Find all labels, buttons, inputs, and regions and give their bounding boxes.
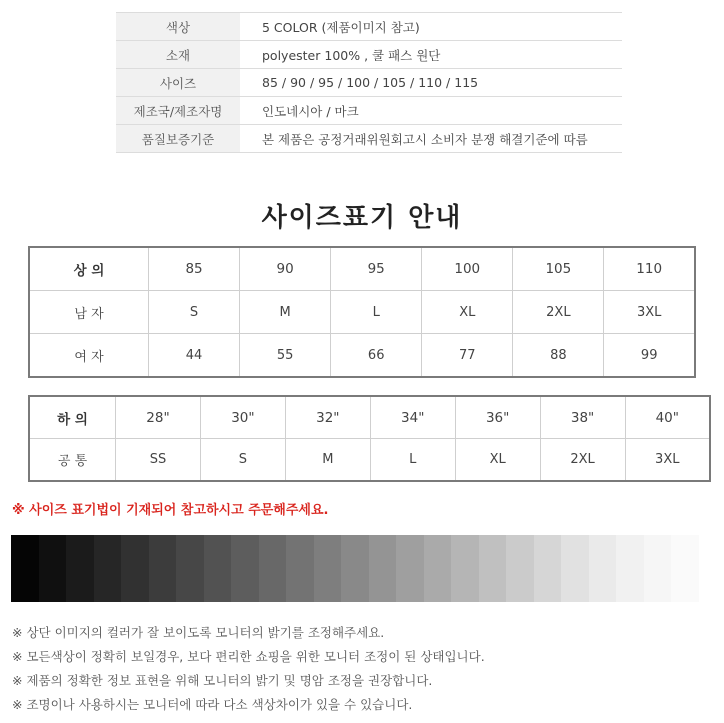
table-cell: 32" <box>285 396 370 439</box>
gradient-swatch <box>506 535 534 602</box>
table-cell: M <box>240 291 331 334</box>
info-label: 색상 <box>116 13 240 41</box>
info-label: 소재 <box>116 41 240 69</box>
gradient-swatch <box>231 535 259 602</box>
info-label: 제조국/제조자명 <box>116 97 240 125</box>
table-cell: 90 <box>240 247 331 291</box>
note-line: ※ 조명이나 사용하시는 모니터에 따라 다소 색상차이가 있을 수 있습니다. <box>12 697 413 712</box>
product-info-table <box>116 12 622 153</box>
table-row <box>29 396 710 439</box>
table-cell: XL <box>455 439 540 482</box>
table-cell: 여 자 <box>29 334 149 378</box>
table-cell: SS <box>116 439 201 482</box>
gradient-swatch <box>11 535 39 602</box>
table-cell: 85 <box>149 247 240 291</box>
table-row <box>29 334 695 378</box>
gradient-swatch <box>149 535 177 602</box>
info-row-manufacturer <box>116 97 622 125</box>
table-cell: 95 <box>331 247 422 291</box>
table-cell: M <box>285 439 370 482</box>
info-value: 5 COLOR (제품이미지 참고) <box>240 13 622 41</box>
table-cell: 하 의 <box>29 396 116 439</box>
table-cell: S <box>149 291 240 334</box>
info-row-color <box>116 13 622 41</box>
info-label: 품질보증기준 <box>116 125 240 153</box>
table-cell: XL <box>422 291 513 334</box>
gradient-swatch <box>66 535 94 602</box>
monitor-notes <box>12 621 712 717</box>
table-cell: L <box>370 439 455 482</box>
gradient-swatch <box>644 535 672 602</box>
table-cell: 55 <box>240 334 331 378</box>
table-row <box>29 247 695 291</box>
note-line: ※ 상단 이미지의 컬러가 잘 보이도록 모니터의 밝기를 조정해주세요. <box>12 625 385 640</box>
info-value: 85 / 90 / 95 / 100 / 105 / 110 / 115 <box>240 69 622 97</box>
table-cell: 28" <box>116 396 201 439</box>
table-cell: 36" <box>455 396 540 439</box>
table-cell: L <box>331 291 422 334</box>
gradient-swatch <box>589 535 617 602</box>
gradient-swatch <box>176 535 204 602</box>
table-cell: 110 <box>604 247 695 291</box>
note-line: ※ 모든색상이 정확히 보일경우, 보다 편리한 쇼핑을 위한 모니터 조정이 된 상태입니다. <box>12 649 485 664</box>
table-cell: 34" <box>370 396 455 439</box>
table-cell: 3XL <box>625 439 710 482</box>
monitor-calibration-gradient <box>11 535 699 602</box>
gradient-swatch <box>121 535 149 602</box>
gradient-swatch <box>451 535 479 602</box>
info-value: polyester 100% , 쿨 패스 원단 <box>240 41 622 69</box>
gradient-swatch <box>616 535 644 602</box>
table-row <box>29 439 710 482</box>
table-cell: 38" <box>540 396 625 439</box>
gradient-swatch <box>369 535 397 602</box>
table-cell: 77 <box>422 334 513 378</box>
table-cell: S <box>200 439 285 482</box>
table-cell: 105 <box>513 247 604 291</box>
note-line: ※ 제품의 정확한 정보 표현을 위해 모니터의 밝기 및 명암 조정을 권장합니다. <box>12 673 433 688</box>
table-cell: 30" <box>200 396 285 439</box>
gradient-swatch <box>671 535 699 602</box>
gradient-swatch <box>341 535 369 602</box>
table-cell: 2XL <box>540 439 625 482</box>
table-cell: 44 <box>149 334 240 378</box>
table-cell: 2XL <box>513 291 604 334</box>
info-row-material <box>116 41 622 69</box>
table-cell: 88 <box>513 334 604 378</box>
info-value: 본 제품은 공정거래위원회고시 소비자 분쟁 해결기준에 따름 <box>240 125 622 153</box>
gradient-swatch <box>39 535 67 602</box>
table-cell: 공 통 <box>29 439 116 482</box>
table-cell: 40" <box>625 396 710 439</box>
table-cell: 66 <box>331 334 422 378</box>
info-value: 인도네시아 / 마크 <box>240 97 622 125</box>
table-cell: 100 <box>422 247 513 291</box>
table-cell: 99 <box>604 334 695 378</box>
gradient-swatch <box>94 535 122 602</box>
size-notice: ※ 사이즈 표기법이 기재되어 참고하시고 주문해주세요. <box>12 503 329 518</box>
info-label: 사이즈 <box>116 69 240 97</box>
gradient-swatch <box>286 535 314 602</box>
table-cell: 남 자 <box>29 291 149 334</box>
table-cell: 상 의 <box>29 247 149 291</box>
info-row-size <box>116 69 622 97</box>
gradient-swatch <box>424 535 452 602</box>
info-row-warranty <box>116 125 622 153</box>
bottom-size-table <box>28 395 711 482</box>
top-size-table <box>28 246 696 378</box>
table-row <box>29 291 695 334</box>
table-cell: 3XL <box>604 291 695 334</box>
gradient-swatch <box>479 535 507 602</box>
gradient-swatch <box>259 535 287 602</box>
gradient-swatch <box>534 535 562 602</box>
gradient-swatch <box>314 535 342 602</box>
gradient-swatch <box>204 535 232 602</box>
gradient-swatch <box>561 535 589 602</box>
size-guide-title: 사이즈표기 안내 <box>261 203 463 233</box>
gradient-swatch <box>396 535 424 602</box>
